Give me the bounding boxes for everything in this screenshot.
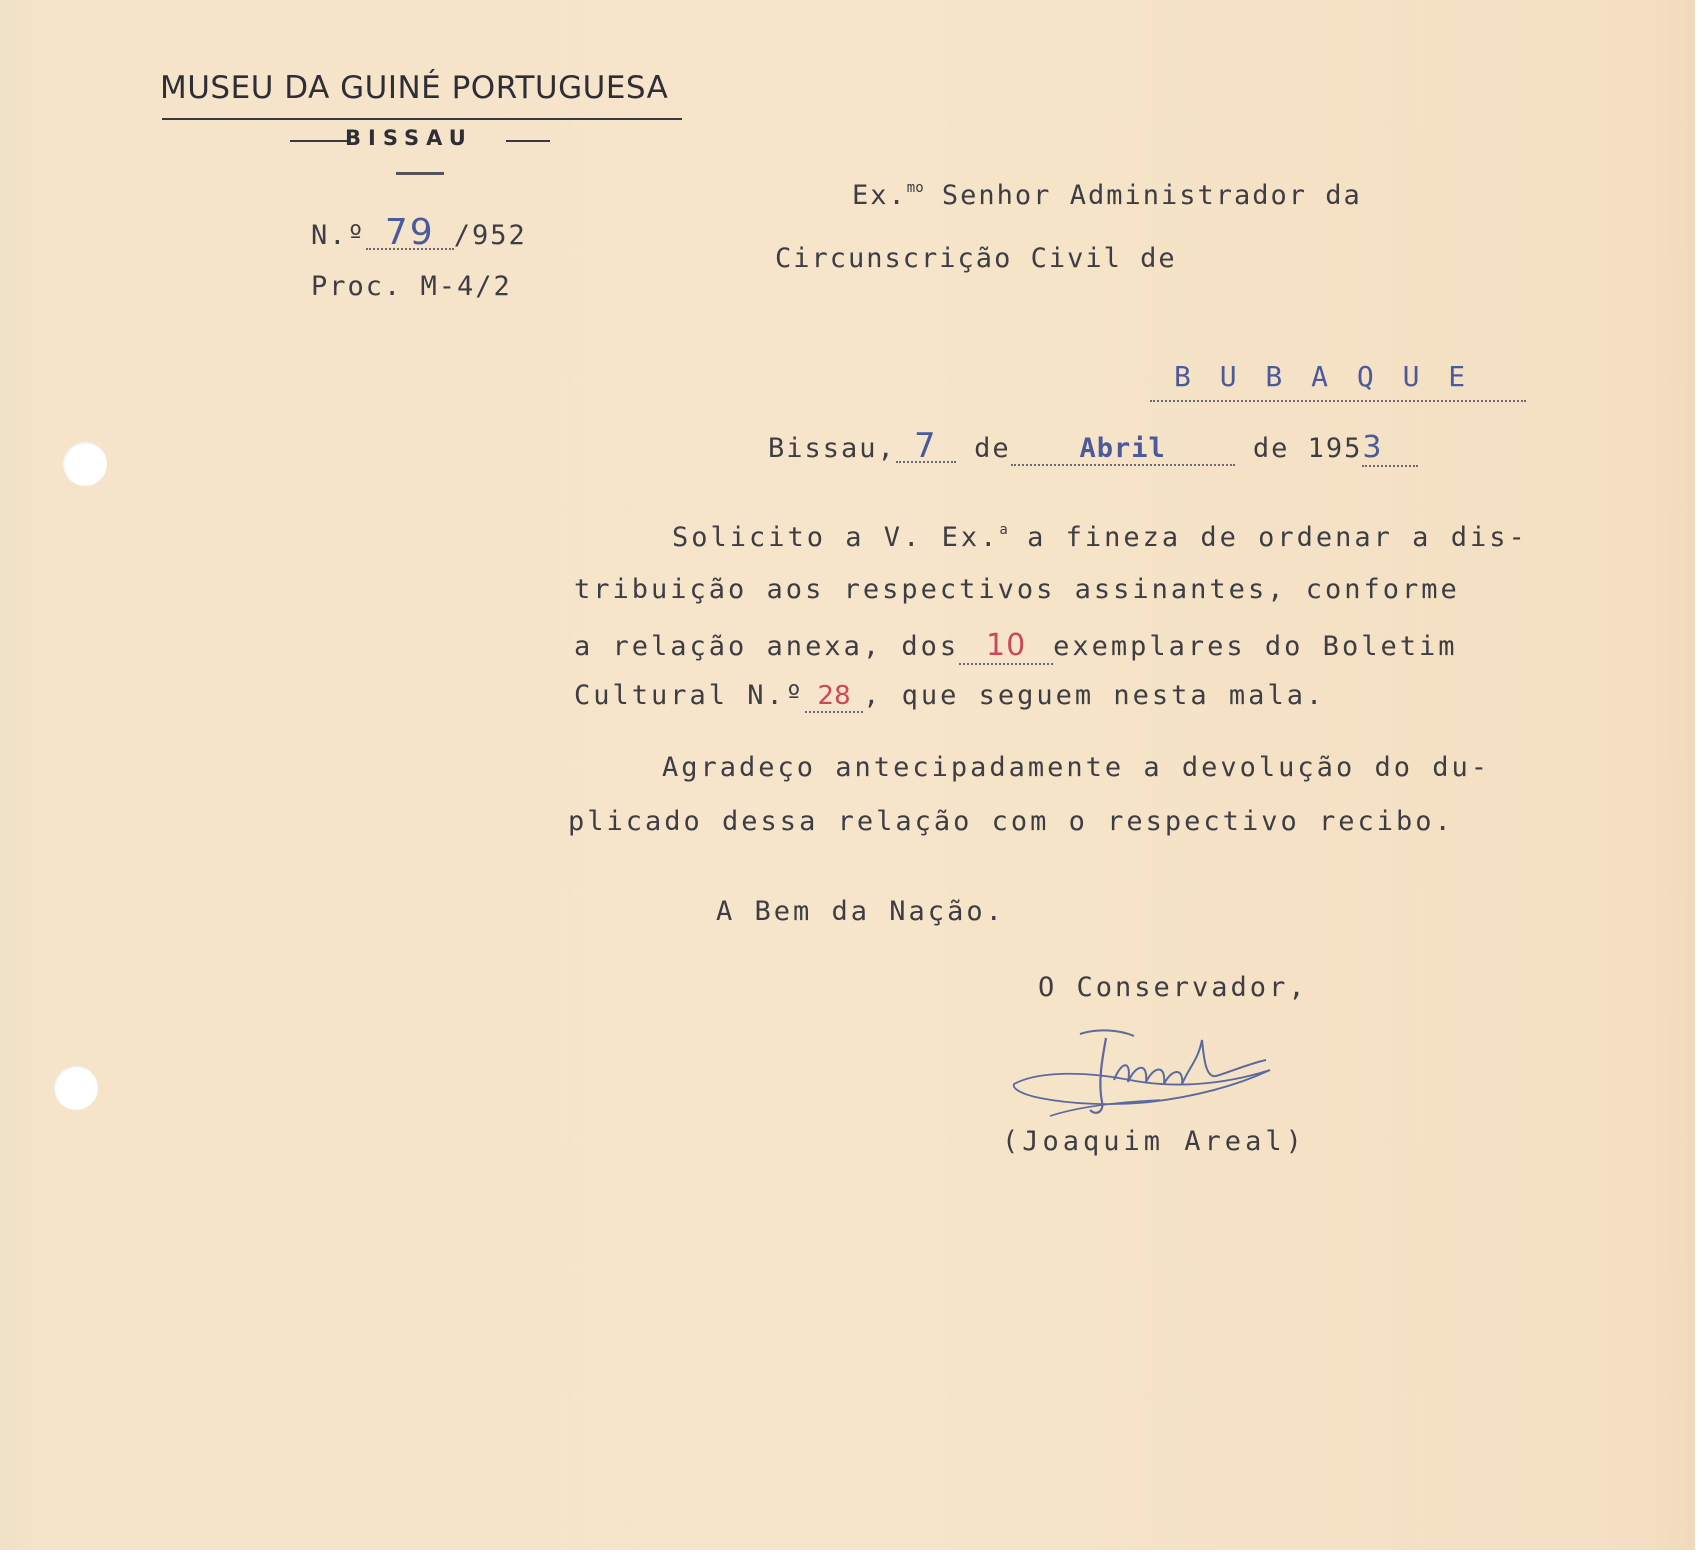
addressee-place-line <box>1150 360 1526 402</box>
date-city: Bissau, <box>768 433 896 464</box>
scan-border-bottom <box>0 1550 1707 1560</box>
body-issue: 28 <box>805 681 863 713</box>
body-p1-l3-a: a relação anexa, dos <box>574 631 960 662</box>
reference-number: 79 <box>366 218 454 250</box>
addressee-title-prefix: Ex. <box>852 180 907 211</box>
reference-number-prefix: N.º <box>311 220 366 251</box>
handwritten-signature <box>1010 1020 1310 1140</box>
date-year-prefix: 195 <box>1307 433 1363 464</box>
date-year-last: 3 <box>1362 430 1418 467</box>
closing-name: (Joaquim Areal) <box>1002 1126 1306 1157</box>
reference-number-year: /952 <box>453 220 527 251</box>
body-p2-line-1: Agradeço antecipadamente a devolução do du- <box>662 752 1490 783</box>
body-p1-l1-sup: a <box>999 522 1008 538</box>
body-p1-l1-b: Ex. <box>941 522 1000 553</box>
addressee-title-sup: mo <box>906 180 924 196</box>
letterhead-institution: MUSEU DA GUINÉ PORTUGUESA <box>160 70 669 106</box>
addressee-place: B U B A Q U E <box>1174 360 1472 393</box>
reference-process: Proc. M-4/2 <box>311 271 512 302</box>
body-p1-l4-b: , que seguem nesta mala. <box>863 680 1326 711</box>
date-line <box>768 426 1418 467</box>
body-p2-line-2: plicado dessa relação com o respectivo recibo. <box>568 806 1454 837</box>
reference-number-line <box>311 212 527 253</box>
body-copies: 10 <box>959 628 1053 665</box>
closing-title: O Conservador, <box>1038 972 1308 1003</box>
addressee-line-1 <box>852 180 1362 211</box>
body-p1-l1-a: Solicito a V. <box>672 522 923 553</box>
date-de-2: de <box>1252 433 1290 464</box>
body-p1-line-2: tribuição aos respectivos assinantes, conforme <box>574 574 1460 605</box>
punch-hole-bottom <box>54 1066 98 1110</box>
date-de-1: de <box>974 433 1011 464</box>
letterhead-underline <box>162 118 682 120</box>
addressee-line-2: Circunscrição Civil de <box>775 243 1177 274</box>
scan-border-right <box>1695 0 1707 1560</box>
letterhead-dash-right <box>506 140 550 142</box>
body-p1-line-3 <box>574 628 1457 665</box>
date-day: 7 <box>896 431 956 463</box>
letterhead-city: BISSAU <box>345 126 473 150</box>
body-p1-line-1 <box>672 522 1528 553</box>
body-p1-l3-b: exemplares do Boletim <box>1053 631 1458 662</box>
closing-salutation: A Bem da Nação. <box>716 896 1005 927</box>
letterhead-dash-left <box>290 140 348 142</box>
date-month: Abril <box>1011 433 1235 466</box>
punch-hole-top <box>63 442 107 486</box>
body-p1-line-4 <box>574 680 1325 713</box>
body-p1-l1-c: a fineza de ordenar a dis- <box>1027 522 1528 553</box>
letterhead-rule <box>396 172 444 175</box>
addressee-title-rest: Senhor Administrador da <box>941 180 1362 211</box>
body-p1-l4-a: Cultural N.º <box>574 680 806 711</box>
